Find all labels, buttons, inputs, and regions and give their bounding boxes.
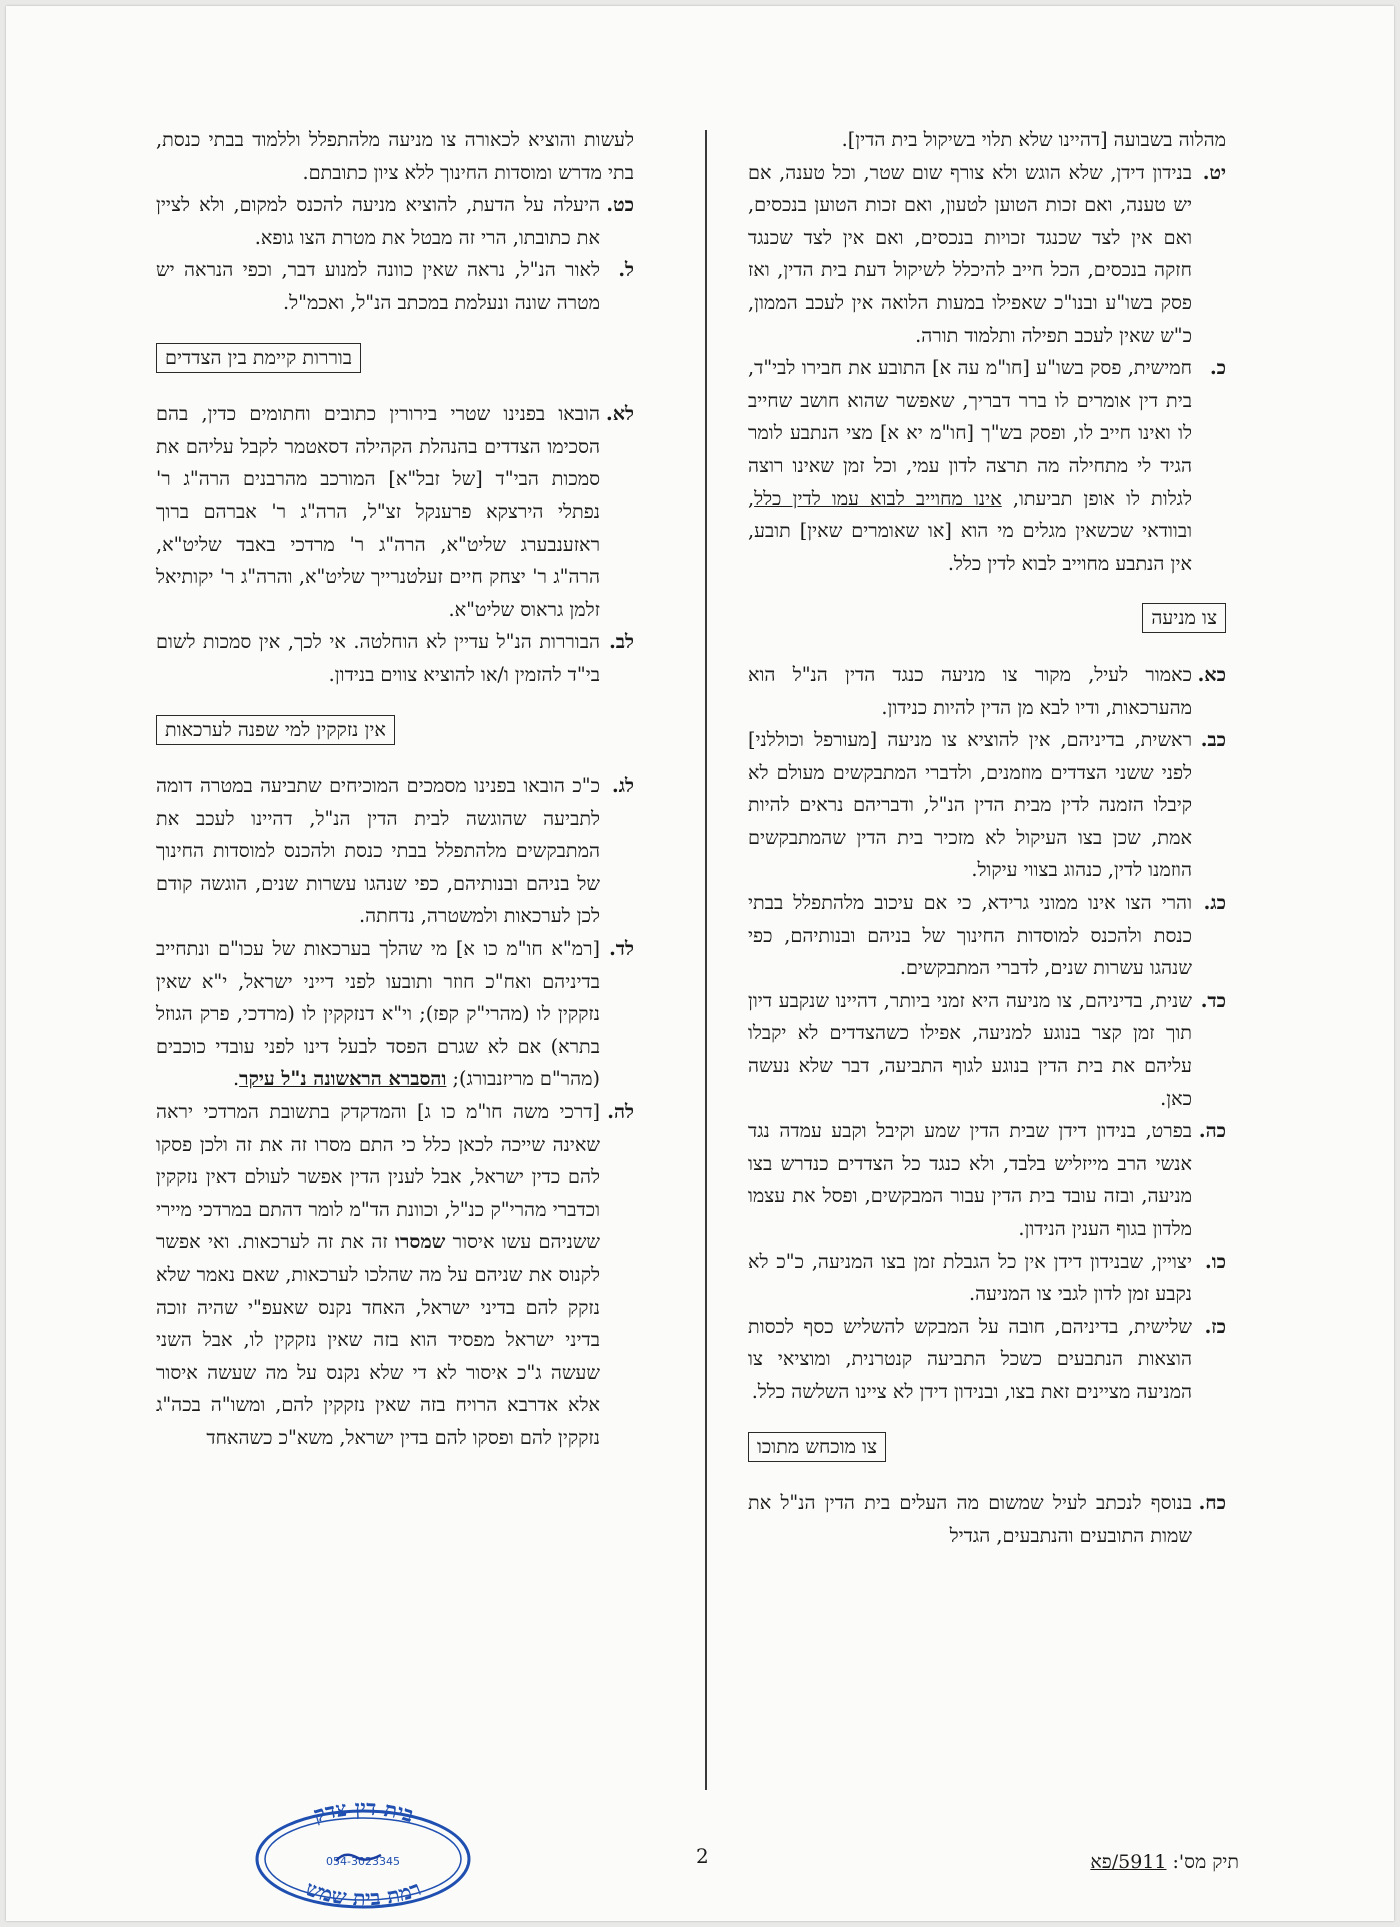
- bold-word: שמסרו: [395, 1230, 446, 1254]
- paragraph-32: [156, 626, 634, 691]
- paragraph-text: והרי הצו אינו ממוני גרידא, כי אם עיכוב מלהתפלל בבתי כנסת ולהכנס למוסדות החינוך של בניהם ובנותיהם, כפי שנהגו עשרות שנים, לדברי המתבקשים.: [748, 891, 1192, 980]
- paragraph-23: [748, 887, 1226, 985]
- paragraph-text: יצויין, שבנידון דידן אין כל הגבלת זמן בצו המניעה, כ"כ לא נקבע זמן לדון לגבי צו המניעה.: [748, 1249, 1192, 1306]
- paragraph-text: ראשית, בדיניהם, אין להוציא צו מניעה [מעורפל וכוללני] לפני ששני הצדדים מוזמנים, ולדברי המתבקשים מעולם לא קיבלו הזמנה לדין מבית הדין הנ"ל, ודבריהם נראים להיות אמת, שכן בצו העיקול לא מזכיר בית הדין שהמתבקשים הוזמנו לדין, כנהוג בצווי עיקול.: [748, 728, 1192, 882]
- paragraph-number: כח.: [1198, 1491, 1226, 1515]
- paragraph-number: לב.: [609, 630, 634, 654]
- paragraph-number: יט.: [1202, 160, 1226, 184]
- paragraph-number: כז.: [1204, 1314, 1226, 1338]
- left-column: [156, 124, 634, 1455]
- section-heading-contradicted-order: צו מוכחש מתוכו: [748, 1432, 886, 1462]
- section-heading-secular-courts: אין נזקקין למי שפנה לערכאות: [156, 715, 395, 745]
- section-heading-arbitration: בוררות קיימת בין הצדדים: [156, 343, 361, 373]
- paragraph-35: [156, 1096, 634, 1455]
- paragraph-text: בפרט, בנידון דידן שבית הדין שמע וקיבל וקבע עמדה נגד אנשי הרב מייזליש בלבד, ולא כנגד כל הצדדים כנדרש בצו מניעה, ובזה עובד בית הדין עבור המבקשים, ופסל את עצמו מלדון בגוף הענין הנידון.: [748, 1119, 1192, 1240]
- stamp-middle-text: 054-3023345: [326, 1855, 400, 1868]
- paragraph-text: הבוררות הנ"ל עדיין לא הוחלטה. אי לכך, אין סמכות לשום בי"ד להזמין ו/או להוציא צווים בנידון.: [156, 630, 600, 686]
- page-number: 2: [696, 1844, 709, 1868]
- paragraph-text: בנוסף לנכתב לעיל שמשום מה העלים בית הדין הנ"ל את שמות התובעים והנתבעים, הגדיל: [748, 1491, 1192, 1547]
- paragraph-30: [156, 254, 634, 319]
- section-heading-injunction: צו מניעה: [1142, 603, 1226, 633]
- paragraph-24: [748, 985, 1226, 1115]
- column-divider: [705, 130, 707, 1790]
- paragraph-26: [748, 1246, 1226, 1311]
- paragraph-33: [156, 770, 634, 933]
- left-intro: לעשות והוציא לכאורה צו מניעה מלהתפלל וללמוד בבתי כנסת, בתי מדרש ומוסדות החינוך ללא ציון כתובתם.: [156, 128, 634, 184]
- paragraph-text: [דרכי משה חו"מ כו ג] והמדקדק בתשובת המרדכי יראה שאינה שייכה לכאן כלל כי התם מסרו זה את זה ולכן פסקו להם כדין ישראל, אבל לענין הדין אפשר לעולם דאין נזקקין וכדברי מהרי"ק כנ"ל, וכוונת הד"מ לומר דהתם במרדכי מיירי ששניהם עשו איסור שמסרו זה את זה לערכאות. ואי אפשר לקנוס את שניהם על מה שהלכו לערכאות, שאם נאמר שלא נזקק להם בדיני ישראל, האחד נקנס שאעפ"י שהיה זוכה בדיני ישראל מפסיד הוא בזה שאין נזקקין לו, אבל השני שעשה ג"כ איסור לא די שלא נקנס על מה שעשה איסור אלא אדרבא הרויח בזה שאין נזקקין להם, ומשו"ה בכה"ג נזקקין להם ופסקו להם בדין ישראל, משא"כ כשהאחד: [156, 1100, 600, 1449]
- paragraph-number: לא.: [606, 402, 634, 426]
- file-number-value: 5911/פא: [1090, 1851, 1167, 1873]
- paragraph-number: כב.: [1200, 728, 1226, 752]
- paragraph-text: שלישית, בדיניהם, חובה על המבקש להשליש כסף לכסות הוצאות הנתבעים כשכל התביעה קנטרנית, ומוציאי צו המניעה מציינים זאת בצו, ובנידון דידן לא ציינו השלשה כלל.: [748, 1314, 1192, 1403]
- paragraph-text: כ"כ הובאו בפנינו מסמכים המוכיחים שתביעה במטרה דומה לתביעה שהוגשה לבית הדין הנ"ל, דהיינו לעכב את המתבקשים מלהתפלל בבתי כנסת ולהכנס למוסדות החינוך של בניהם ובנותיהם, כפי שנהגו עשרות שנים, הוגשה קודם לכן לערכאות ולמשטרה, נדחתה.: [156, 774, 600, 928]
- court-stamp: [251, 1799, 476, 1909]
- paragraph-20: [748, 352, 1226, 580]
- paragraph-number: כד.: [1200, 988, 1226, 1012]
- right-intro: מהלוה בשבועה [דהיינו שלא תלוי בשיקול בית הדין].: [841, 128, 1226, 151]
- paragraph-19: [748, 157, 1226, 353]
- paragraph-21: [748, 659, 1226, 724]
- paragraph-text: לאור הנ"ל, נראה שאין כוונה למנוע דבר, וכפי הנראה יש מטרה שונה ונעלמת במכתב הנ"ל, ואכמ"ל.: [156, 258, 600, 314]
- paragraph-text: כאמור לעיל, מקור צו מניעה כנגד הדין הנ"ל הוא מהערכאות, ודיו לבא מן הדין להיות כנידון.: [748, 662, 1192, 719]
- paragraph-text: היעלה על הדעת, להוציא מניעה להכנס למקום, ולא לציין את כתובתו, הרי זה מבטל את מטרת הצו גופא.: [156, 193, 600, 249]
- paragraph-25: [748, 1115, 1226, 1245]
- right-column: [748, 124, 1226, 1552]
- file-number: [1090, 1851, 1239, 1874]
- document-page: [6, 6, 1394, 1921]
- paragraph-22: [748, 724, 1226, 887]
- paragraph-number: ל.: [618, 258, 634, 282]
- svg-text:רמת בית שמש: [303, 1875, 425, 1909]
- stamp-top-text: בית דין צדק: [310, 1799, 417, 1828]
- paragraph-number: כט.: [606, 193, 634, 217]
- paragraph-text: בנידון דידן, שלא הוגש ולא צורף שום שטר, וכל טענה, אם יש טענה, ואם זכות הטוען לטעון, ואם זכות הטוען בנכסים, ואם אין לצד שכנגד זכויות בנכסים, ואם אין לצד שכנגד חזקה בנכסים, הכל חייב להיכלל לשיקול דעת בית הדין, ואז פסק בשו"ע ובנו"כ שאפילו במעות הלואה אין לעכב הממון, כ"ש שאין לעכב תפילה ותלמוד תורה.: [748, 160, 1192, 347]
- paragraph-34: [156, 933, 634, 1096]
- paragraph-text: הובאו בפנינו שטרי בירורין כתובים וחתומים כדין, בהם הסכימו הצדדים בהנהלת הקהילה דסאטמר לקבל עליהם את סמכות הבי"ד [של זבל"א] המורכב מהרבנים הרה"ג ר' נפתלי הירצקא פרענקל זצ"ל, הרה"ג ר' אברהם ברוך ראזענבערג שליט"א, הרה"ג ר' מרדכי באבד שליט"א, הרה"ג ר' יצחק חיים זעלטנרייך שליט"א, והרה"ג ר' יקותיאל זלמן גראוס שליט"א.: [156, 402, 600, 621]
- stamp-bottom-text: רמת בית שמש: [302, 1875, 425, 1909]
- paragraph-29: [156, 189, 634, 254]
- paragraph-number: כה.: [1198, 1119, 1226, 1143]
- paragraph-number: כא.: [1197, 662, 1226, 686]
- underlined-phrase: אינו מחוייב לבוא עמו לדין כלל: [754, 486, 1002, 510]
- paragraph-number: כו.: [1205, 1249, 1226, 1273]
- paragraph-text: שנית, בדיניהם, צו מניעה היא זמני ביותר, דהיינו שנקבע דיון תוך זמן קצר בנוגע למניעה, אפילו כשהצדדים לא יקבלו עליהם את בית הדין בנוגע לגוף התביעה, דבר שלא נעשה כאן.: [748, 988, 1192, 1110]
- svg-text:בית דין צדק: [310, 1799, 417, 1827]
- bold-phrase: והסברא הראשונה נ"ל עיקר: [239, 1067, 447, 1091]
- paragraph-number: לג.: [612, 774, 634, 798]
- paragraph-31: [156, 398, 634, 626]
- file-label: תיק מס':: [1172, 1851, 1239, 1873]
- paragraph-number: לד.: [609, 937, 634, 961]
- paragraph-27: [748, 1311, 1226, 1409]
- paragraph-text: [רמ"א חו"מ כו א] מי שהלך בערכאות של עכו"ם ונתחייב בדיניהם ואח"כ חוזר ותובעו לפני דייני ישראל, י"א שאין נזקקין לו (מהרי"ק קפז); וי"א דנזקקין לו (מרדכי, פרק הגוזל בתרא) אם לא שגרם הפסד לבעל דינו לפני עובדי כוכבים (מהר"ם מריזנבורג); והסברא הראשונה נ"ל עיקר.: [156, 937, 600, 1091]
- paragraph-28: [748, 1487, 1226, 1552]
- paragraph-number: כג.: [1203, 891, 1226, 915]
- paragraph-number: לה.: [607, 1100, 634, 1124]
- paragraph-number: כ.: [1209, 356, 1226, 380]
- paragraph-text: חמישית, פסק בשו"ע [חו"מ עה א] התובע את חבירו לבי"ד, בית דין אומרים לו ברר דבריך, שאפשר שהוא חושב שחייב לו ואינו חייב לו, ופסק בש"ך [חו"מ יא א] מצי הנתבע לומר הגיד לי מתחילה מה תרצה לדון עמי, וכל זמן שאינו רוצה לגלות לו אופן תביעתו, אינו מחוייב לבוא עמו לדין כלל, ובוודאי שכשאין מגלים מי הוא [או שאומרים שאין] תובע, אין הנתבע מחוייב לבוא לדין כלל.: [748, 356, 1192, 575]
